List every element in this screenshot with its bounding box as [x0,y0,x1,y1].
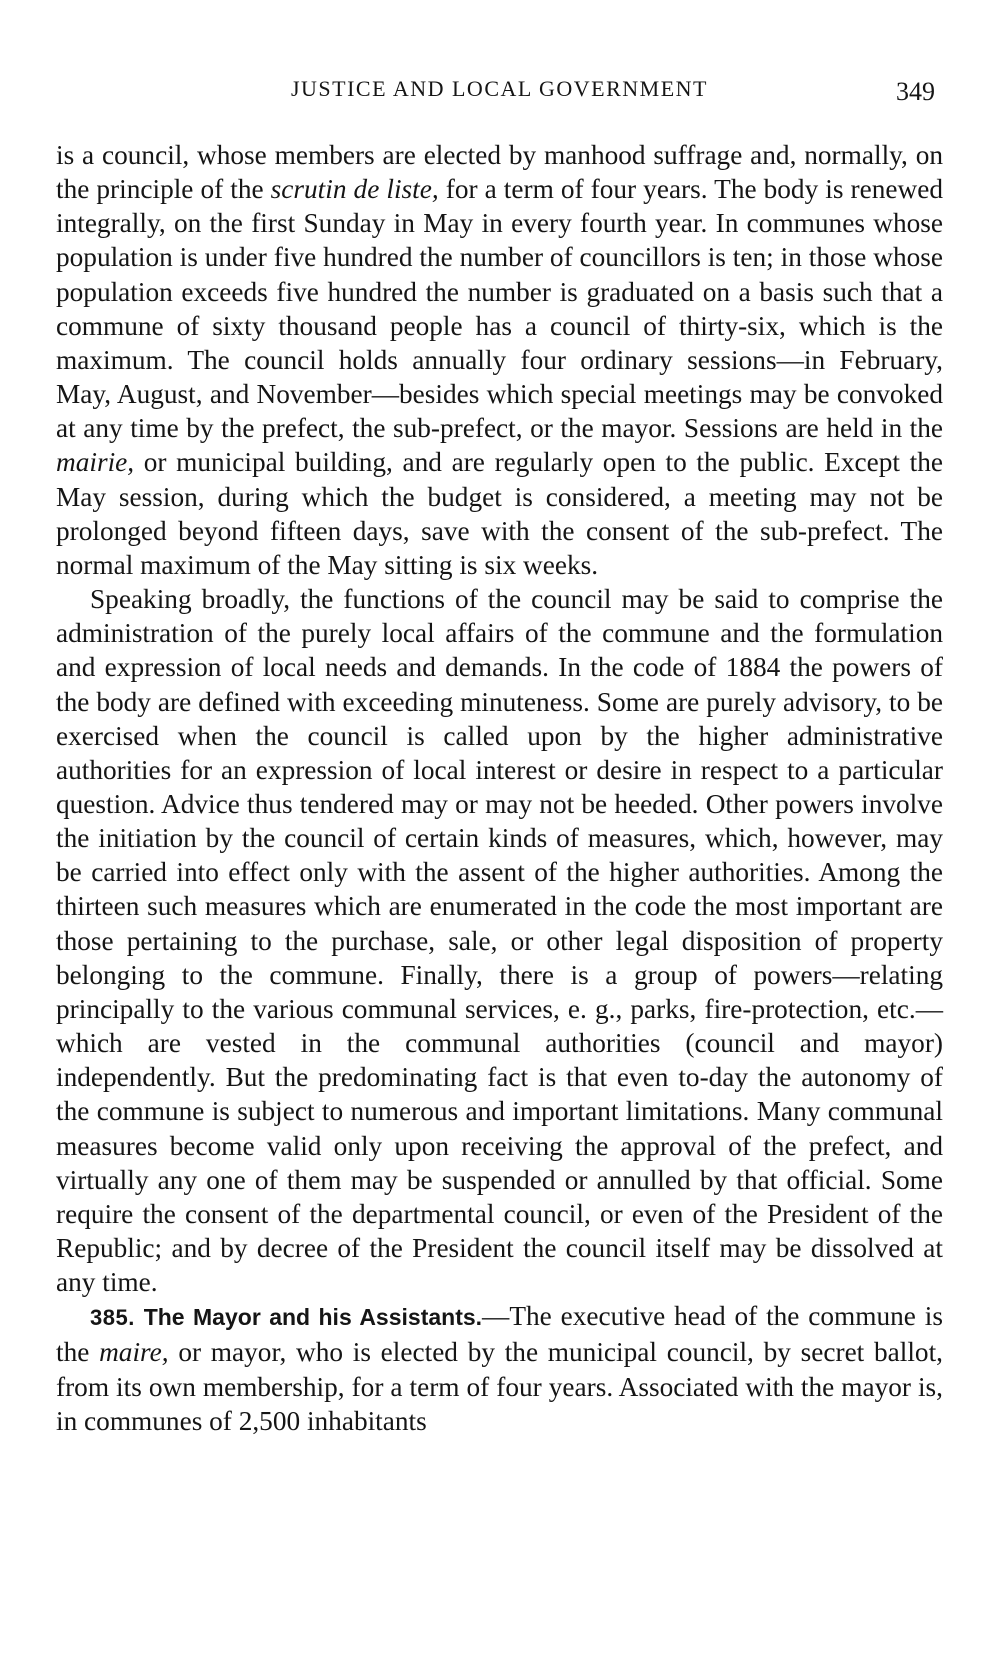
section-385 [56,1299,943,1438]
paragraph-council-functions: Speaking broadly, the functions of the council may be said to comprise the administration of the purely local affairs of the commune and the formulation and expression of local needs and demands. In the code of 1884 the powers of the body are defined with exceeding minuteness. Some are purely advisory, to be exercised when the council is called upon by the higher administrative authorities for an expression of local interest or desire in respect to a particular question. Advice thus tendered may or may not be heeded. Other powers involve the initiation by the council of certain kinds of measures, which, however, may be carried into effect only with the assent of the higher authorities. Among the thirteen such measures which are enumerated in the code the most important are those pertaining to the purchase, sale, or other legal disposition of property belonging to the commune. Finally, there is a group of powers—relating principally to the various communal services, e. g., parks, fire-protection, etc.—which are vested in the communal authorities (council and mayor) independently. But the predominating fact is that even to-day the autonomy of the commune is subject to numerous and important limitations. Many communal measures become valid only upon receiving the approval of the prefect, and virtually any one of them may be suspended or annulled by that official. Some require the consent of the departmental council, or even of the President of the Republic; and by decree of the President the council itself may be dissolved at any time. [56,584,943,1298]
paragraph-text: or municipal building, and are regularly open to the public. Except the May session, during which the budget is considered, a meeting may not be prolonged beyond fifteen days, save with the consent of the sub-prefect. The normal maximum of the May sitting is six weeks. [56,447,943,580]
paragraph-text: —The executive head of the commune is the [56,1301,943,1368]
section-title: The Mayor and his Assistants. [143,1304,483,1331]
page-header [56,72,943,106]
italic-term: scrutin de liste, [270,174,439,205]
page-body [56,138,943,1438]
italic-term: mairie, [56,447,135,478]
italic-term: maire, [99,1337,169,1368]
paragraph-text: is a council, whose members are elected by manhood suffrage and, normally, on the principle of the [56,140,943,205]
paragraph-text: or mayor, who is elected by the municipal council, by secret ballot, from its own membership, for a term of four years. Associated with the mayor is, in communes of 2,500 inhabitants [56,1337,943,1436]
section-number: 385. [90,1305,135,1331]
page-number: 349 [896,77,935,106]
running-head: JUSTICE AND LOCAL GOVERNMENT [290,76,708,101]
paragraph-text: for a term of four years. The body is renewed integrally, on the first Sunday in May in every fourth year. In communes whose population is under five hundred the number of councillors is ten; in those whose population exceeds five hundred the number is graduated on a basis such that a commune of sixty thousand people has a council of thirty-six, which is the maximum. The council holds annually four ordinary sessions—in February, May, August, and November—besides which special meetings may be convoked at any time by the prefect, the sub-prefect, or the mayor. Sessions are held in the [56,174,943,444]
paragraph-council-election [56,138,943,582]
